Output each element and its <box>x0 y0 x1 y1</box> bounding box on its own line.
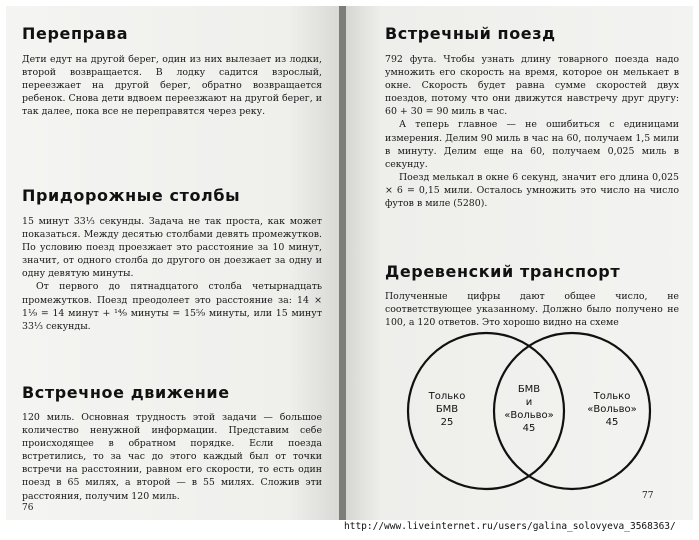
oncoming-traffic-text <box>22 411 322 503</box>
venn-right-line1: Только <box>593 391 631 402</box>
crossing-text <box>22 53 322 118</box>
page-number: 76 <box>22 503 34 513</box>
paragraph: А теперь главное — не ошибиться с единицами измерения. Делим 90 миль в час на 60, получаем 1,5 мили в минуту. Делим еще на 60, получаем 0,025 миль в секунду. <box>385 119 679 170</box>
heading-village-transport: Деревенский транспорт <box>385 262 621 281</box>
paragraph: Полученные цифры дают общее число, не соответствующее указанному. Должно было получено не 100, а 120 ответов. Это хорошо видно на схеме <box>385 291 679 329</box>
paragraph: От первого до пятнадцатого столба четырнадцать промежутков. Поезд преодолеет это расстояние за: 14 × 1¹⁄₉ = 14 минут + ¹⁴⁄₉ минуты = 15⁵⁄₉ минуты, или 15 минут 33⅓ секунды. <box>22 281 322 332</box>
page-number: 77 <box>642 491 654 501</box>
source-url-link[interactable]: http://www.liveinternet.ru/users/galina_solovyeva_3568363/ <box>344 521 676 532</box>
heading-roadside-posts: Придорожные столбы <box>22 186 241 205</box>
venn-middle-line3: «Вольво» <box>504 410 554 421</box>
venn-middle-line1: БМВ <box>517 384 541 395</box>
paragraph: 120 миль. Основная трудность этой задачи — большое количество ненужной информации. Представим себе происходящее в обратном порядке. Если поезда встретились, то за час до этого каждый был от точки встречи на расстоянии, равном его скорости, то есть один поезд в 65 милях, а второй — в 55 милях. Сложив эти расстояния, получим 120 миль. <box>22 412 322 502</box>
book-spread <box>6 6 693 520</box>
venn-right-line2: «Вольво» <box>587 404 637 415</box>
paragraph: Дети едут на другой берег, один из них вылезает из лодки, второй возвращается. В лодку садится взрослый, переезжает на другой берег, обратно возвращается ребенок. Снова дети вдвоем переезжают на другой берег, и так далее, пока все не переправятся через реку. <box>22 54 322 118</box>
venn-right-value: 45 <box>605 417 619 428</box>
paragraph: Поезд мелькал в окне 6 секунд, значит его длина 0,025 × 6 = 0,15 мили. Осталось умножить это число на число футов в миле (5280). <box>385 171 679 210</box>
left-page <box>6 6 339 520</box>
venn-left-value: 25 <box>440 417 454 428</box>
oncoming-train-text <box>385 53 679 210</box>
venn-diagram <box>404 328 654 494</box>
right-page <box>346 6 693 520</box>
paragraph: 792 фута. Чтобы узнать длину товарного поезда надо умножить его скорость на время, которое он мелькает в окне. Скорость будет равна сумме скоростей двух поездов, потому что они движутся навстречу друг другу: 60 + 30 = 90 миль в час. <box>385 54 679 118</box>
village-transport-text <box>385 290 679 329</box>
venn-middle-line2: и <box>525 397 533 408</box>
roadside-posts-text <box>22 215 322 333</box>
paragraph: 15 минут 33⅓ секунды. Задача не так проста, как может показаться. Между десятью столбами девять промежутков. По условию поезд проезжает это расстояние за 10 минут, значит, от одного столба до другого он доезжает за одну и одну девятую минуты. <box>22 216 322 280</box>
heading-oncoming-traffic: Встречное движение <box>22 383 230 402</box>
venn-middle-value: 45 <box>522 423 536 434</box>
heading-oncoming-train: Встречный поезд <box>385 24 556 43</box>
book-gutter <box>339 6 346 520</box>
venn-left-line2: БМВ <box>435 404 459 415</box>
heading-crossing: Переправа <box>22 24 129 43</box>
venn-left-line1: Только <box>428 391 466 402</box>
